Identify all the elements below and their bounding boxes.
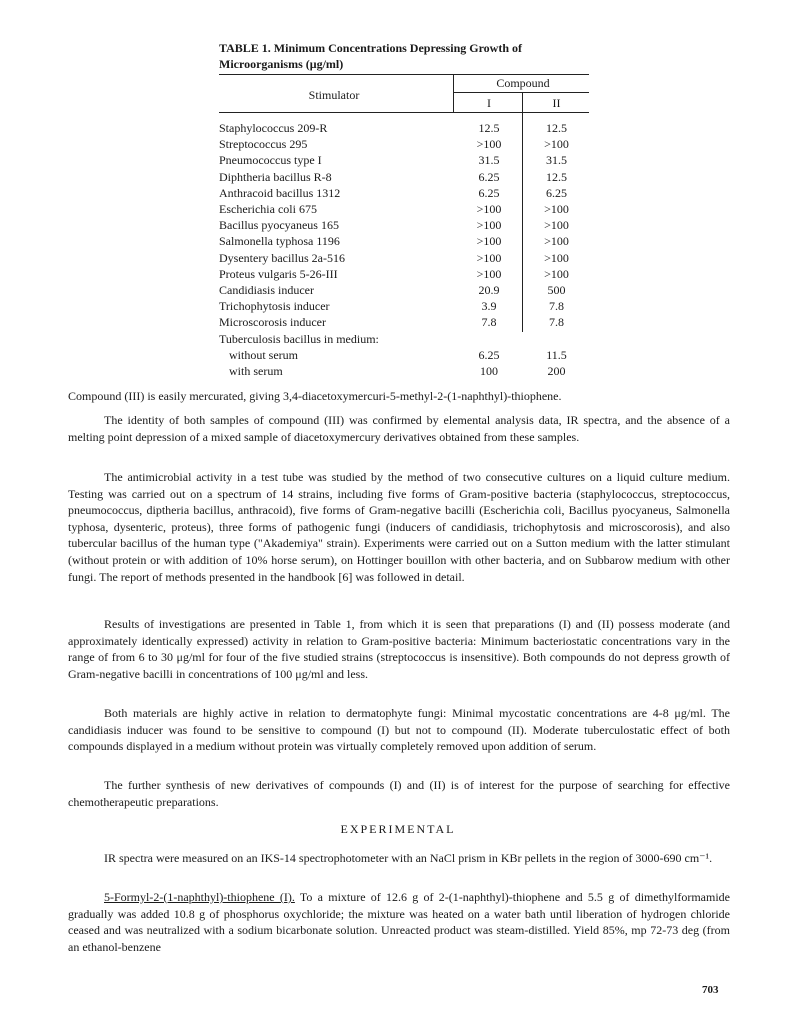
row-stimulator: Proteus vulgaris 5-26-III	[219, 266, 338, 281]
row-value-compound-1: 12.5	[478, 121, 500, 135]
row-value-compound-1: >100	[476, 202, 502, 216]
paragraph-1: Compound (III) is easily mercurated, giving 3,4-diacetoxymercuri-5-methyl-2-(1-naphthyl)-thiophene.	[68, 389, 562, 403]
procedure-paragraph	[68, 889, 730, 955]
row-value-compound-2: >100	[544, 234, 569, 249]
table-row	[219, 169, 589, 185]
row-value-compound-1: >100	[476, 250, 502, 265]
row-value-compound-2: 500	[547, 283, 566, 297]
table-row	[219, 217, 589, 233]
row-value-compound-2: >100	[544, 266, 569, 281]
table-row	[219, 120, 589, 136]
table-row	[219, 298, 589, 314]
row-value-compound-1: >100	[476, 266, 502, 281]
row-stimulator: Microscorosis inducer	[219, 315, 326, 330]
row-stimulator: Bacillus pyocyaneus 165	[219, 218, 339, 233]
table-row	[219, 136, 589, 152]
table-row	[219, 282, 589, 298]
row-value-compound-2: >100	[544, 202, 569, 216]
paragraph-6: The further synthesis of new derivatives of compounds (I) and (II) is of interest for the purpose of searching for effective chemotherapeutic preparations.	[68, 778, 730, 809]
table-row	[219, 363, 589, 379]
header-compound-1: I	[487, 96, 491, 110]
row-stimulator: Streptococcus 295	[219, 137, 308, 152]
row-value-compound-2: 200	[547, 364, 566, 378]
table-row	[219, 233, 589, 249]
row-value-compound-1: 31.5	[478, 153, 500, 168]
procedure-text: To a mixture of 12.6 g of 2-(1-naphthyl)-thiophene and 5.5 g of dimethylformamide gradually was added 10.8 g of phosphorus oxychloride; the mixture was heated on a water bath until liberation of hydrogen chloride ceased and was neutralized with a sodium bicarbonate solution. Unreacted product was steam-distilled. Yield 85%, mp 72-73 deg (from an ethanol-benzene	[68, 890, 730, 954]
procedure-title: 5-Formyl-2-(1-naphthyl)-thiophene (I).	[104, 890, 295, 904]
table-row	[219, 347, 589, 363]
row-stimulator: Tuberculosis bacillus in medium:	[219, 331, 379, 346]
table-row	[219, 185, 589, 201]
section-heading: EXPERIMENTAL	[340, 822, 456, 836]
row-stimulator: Trichophytosis inducer	[219, 299, 330, 314]
row-stimulator: Escherichia coli 675	[219, 202, 317, 216]
header-compound-2: II	[552, 96, 561, 110]
row-value-compound-1: 20.9	[478, 283, 500, 297]
table-subheader-rule	[453, 92, 589, 93]
row-value-compound-1: >100	[476, 234, 502, 249]
row-stimulator: without serum	[229, 347, 298, 362]
row-stimulator: Diphtheria bacillus R-8	[219, 169, 332, 184]
table-header-divider	[453, 74, 454, 112]
row-value-compound-2: >100	[544, 137, 569, 152]
row-value-compound-2: 31.5	[546, 153, 567, 168]
row-stimulator: Pneumococcus type I	[219, 153, 322, 168]
row-value-compound-1: >100	[476, 218, 502, 233]
row-value-compound-2: 6.25	[546, 185, 567, 200]
row-value-compound-1: 100	[480, 364, 498, 378]
paragraph-3: The antimicrobial activity in a test tube was studied by the method of two consecutive cultures on a liquid culture medium. Testing was carried out on a spectrum of 14 strains, including five forms of Gram-positive bacteria (staphylococcus, streptococcus, pneumococcus, diptheria bacillus, anthracoid), five forms of Gram-negative bacilli (Escherichia coli, Bacillus pyocyaneus, Salmonella typhosa, dysenteric, proteus), three forms of pathogenic fungi (inducers of candidiasis, trichophytosis and microscorosis), and also tubercular bacillus of the human type ("Akademiya" strain). Experiments were carried out on a Sutton medium with the latter stimulant (without protein or with addition of 10% horse serum), on Hottinger bouillon with other bacteria, and on Subbarow medium with other fungi. The report of methods presented in the handbook [6] was followed in detail.	[68, 470, 730, 584]
row-value-compound-2: 7.8	[549, 299, 564, 314]
row-stimulator: Dysentery bacillus 2a-516	[219, 250, 345, 265]
row-value-compound-2: 7.8	[549, 315, 564, 330]
ir-paragraph: IR spectra were measured on an IKS-14 spectrophotometer with an NaCl prism in KBr pellets in the region of 3000-690 cm⁻¹.	[104, 851, 713, 865]
row-value-compound-1: 6.25	[478, 347, 500, 362]
page-number: 703	[702, 984, 719, 996]
row-value-compound-2: >100	[544, 218, 569, 233]
row-stimulator: Salmonella typhosa 1196	[219, 234, 340, 249]
table-row	[219, 201, 589, 217]
row-value-compound-1: 3.9	[481, 299, 497, 314]
table-row	[219, 314, 589, 330]
row-value-compound-2: 12.5	[546, 121, 567, 135]
paragraph-4: Results of investigations are presented in Table 1, from which it is seen that preparations (I) and (II) possess moderate (and approximately identically expressed) activity in relation to Gram-positive bacteria: Minimum bacteriostatic concentrations vary in the range of from 6 to 30 μg/ml for four of the five studied strains (streptococcus is insensitive). Both compounds do not depress growth of Gram-negative bacilli in concentrations of 100 μg/ml and less.	[68, 617, 730, 681]
row-stimulator: with serum	[229, 364, 283, 378]
row-stimulator: Anthracoid bacillus 1312	[219, 185, 341, 200]
table-row	[219, 331, 589, 347]
paragraph-2: The identity of both samples of compound (III) was confirmed by elemental analysis data, IR spectra, and the absence of a melting point depression of a mixed sample of diacetoxymercury derivatives obtained from these samples.	[68, 413, 730, 444]
row-value-compound-1: 6.25	[478, 185, 500, 200]
table-row	[219, 152, 589, 168]
table-row	[219, 250, 589, 266]
row-value-compound-1: 6.25	[478, 169, 500, 184]
row-value-compound-2: 12.5	[546, 169, 567, 184]
row-value-compound-2: 11.5	[546, 347, 567, 362]
table-header-bottom-rule	[219, 112, 589, 113]
row-value-compound-1: >100	[476, 137, 502, 152]
paragraph-5: Both materials are highly active in relation to dermatophyte fungi: Minimal mycostatic concentrations are 4-8 μg/ml. The candidiasis inducer was found to be sensitive to compound (I) but not to compound (II). Moderate tuberculostatic effect of both compounds displayed in a medium without protein was virtually completely removed upon addition of serum.	[68, 706, 730, 754]
row-stimulator: Staphylococcus 209-R	[219, 121, 328, 135]
table-row	[219, 266, 589, 282]
table-top-rule	[219, 74, 589, 75]
row-value-compound-1: 7.8	[481, 315, 497, 330]
data-table	[219, 74, 589, 384]
header-compound: Compound	[496, 76, 550, 90]
table-caption: TABLE 1. Minimum Concentrations Depressing Growth of Microorganisms (μg/ml)	[219, 41, 523, 71]
header-stimulator: Stimulator	[308, 88, 360, 102]
row-value-compound-2: >100	[544, 250, 569, 265]
row-stimulator: Candidiasis inducer	[219, 283, 314, 297]
